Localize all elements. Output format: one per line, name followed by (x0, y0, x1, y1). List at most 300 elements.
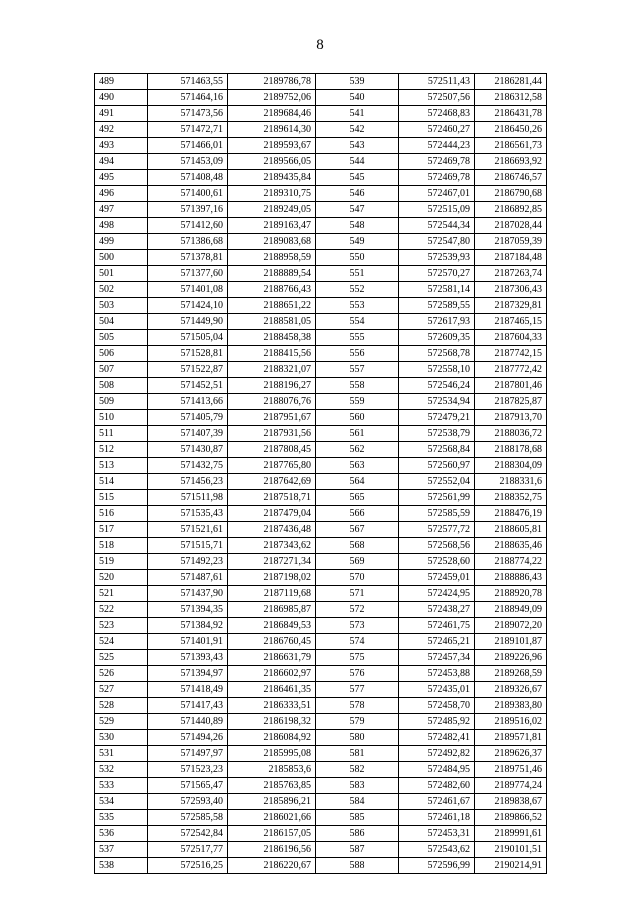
point-number-right: 584 (316, 794, 399, 810)
x-coordinate-left: 571413,66 (148, 394, 228, 410)
y-coordinate-right: 2187306,43 (475, 282, 547, 298)
table-row (95, 234, 547, 250)
table-row (95, 154, 547, 170)
y-coordinate-left: 2188415,56 (228, 346, 316, 362)
table-row (95, 490, 547, 506)
point-number-left: 516 (95, 506, 148, 522)
point-number-right: 571 (316, 586, 399, 602)
y-coordinate-right: 2186561,73 (475, 138, 547, 154)
y-coordinate-right: 2186790,68 (475, 186, 547, 202)
coordinates-table-body (95, 74, 547, 874)
x-coordinate-right: 572561,99 (399, 490, 475, 506)
x-coordinate-right: 572492,82 (399, 746, 475, 762)
y-coordinate-left: 2187198,02 (228, 570, 316, 586)
y-coordinate-right: 2189268,59 (475, 666, 547, 682)
x-coordinate-right: 572459,01 (399, 570, 475, 586)
y-coordinate-left: 2187119,68 (228, 586, 316, 602)
x-coordinate-left: 571401,08 (148, 282, 228, 298)
x-coordinate-left: 571565,47 (148, 778, 228, 794)
x-coordinate-right: 572482,41 (399, 730, 475, 746)
y-coordinate-right: 2186450,26 (475, 122, 547, 138)
y-coordinate-right: 2188774,22 (475, 554, 547, 570)
y-coordinate-left: 2187436,48 (228, 522, 316, 538)
table-row (95, 618, 547, 634)
table-row (95, 730, 547, 746)
y-coordinate-left: 2188958,59 (228, 250, 316, 266)
table-row (95, 202, 547, 218)
x-coordinate-left: 572542,84 (148, 826, 228, 842)
point-number-left: 510 (95, 410, 148, 426)
point-number-right: 582 (316, 762, 399, 778)
y-coordinate-left: 2186985,87 (228, 602, 316, 618)
point-number-left: 511 (95, 426, 148, 442)
y-coordinate-right: 2187801,46 (475, 378, 547, 394)
point-number-left: 521 (95, 586, 148, 602)
y-coordinate-right: 2187329,81 (475, 298, 547, 314)
point-number-left: 514 (95, 474, 148, 490)
y-coordinate-right: 2186431,78 (475, 106, 547, 122)
point-number-left: 500 (95, 250, 148, 266)
point-number-right: 585 (316, 810, 399, 826)
y-coordinate-right: 2189626,37 (475, 746, 547, 762)
point-number-right: 562 (316, 442, 399, 458)
table-row (95, 346, 547, 362)
table-row (95, 858, 547, 874)
point-number-left: 523 (95, 618, 148, 634)
table-row (95, 842, 547, 858)
table-row (95, 106, 547, 122)
point-number-right: 583 (316, 778, 399, 794)
y-coordinate-right: 2190214,91 (475, 858, 547, 874)
x-coordinate-left: 571394,97 (148, 666, 228, 682)
x-coordinate-right: 572589,55 (399, 298, 475, 314)
point-number-left: 533 (95, 778, 148, 794)
x-coordinate-left: 571494,26 (148, 730, 228, 746)
point-number-right: 561 (316, 426, 399, 442)
point-number-left: 522 (95, 602, 148, 618)
point-number-left: 513 (95, 458, 148, 474)
y-coordinate-right: 2187604,33 (475, 330, 547, 346)
y-coordinate-left: 2187642,69 (228, 474, 316, 490)
y-coordinate-left: 2189310,75 (228, 186, 316, 202)
x-coordinate-left: 572517,77 (148, 842, 228, 858)
table-row (95, 538, 547, 554)
point-number-right: 547 (316, 202, 399, 218)
coordinates-table (94, 73, 547, 874)
y-coordinate-left: 2189684,46 (228, 106, 316, 122)
x-coordinate-right: 572469,78 (399, 154, 475, 170)
y-coordinate-left: 2189593,67 (228, 138, 316, 154)
point-number-left: 490 (95, 90, 148, 106)
y-coordinate-left: 2189614,30 (228, 122, 316, 138)
table-row (95, 122, 547, 138)
y-coordinate-right: 2188331,6 (475, 474, 547, 490)
table-row (95, 682, 547, 698)
x-coordinate-right: 572458,70 (399, 698, 475, 714)
y-coordinate-right: 2186312,58 (475, 90, 547, 106)
y-coordinate-left: 2188889,54 (228, 266, 316, 282)
x-coordinate-right: 572461,75 (399, 618, 475, 634)
table-row (95, 794, 547, 810)
point-number-left: 518 (95, 538, 148, 554)
x-coordinate-right: 572570,27 (399, 266, 475, 282)
y-coordinate-left: 2189786,78 (228, 74, 316, 90)
point-number-right: 568 (316, 538, 399, 554)
x-coordinate-right: 572444,23 (399, 138, 475, 154)
x-coordinate-left: 571452,51 (148, 378, 228, 394)
x-coordinate-left: 572585,58 (148, 810, 228, 826)
y-coordinate-left: 2186631,79 (228, 650, 316, 666)
x-coordinate-right: 572461,18 (399, 810, 475, 826)
x-coordinate-right: 572617,93 (399, 314, 475, 330)
x-coordinate-left: 571397,16 (148, 202, 228, 218)
x-coordinate-left: 571417,43 (148, 698, 228, 714)
point-number-right: 564 (316, 474, 399, 490)
point-number-right: 543 (316, 138, 399, 154)
x-coordinate-right: 572577,72 (399, 522, 475, 538)
x-coordinate-right: 572467,01 (399, 186, 475, 202)
point-number-right: 557 (316, 362, 399, 378)
table-row (95, 714, 547, 730)
x-coordinate-left: 571418,49 (148, 682, 228, 698)
y-coordinate-right: 2187465,15 (475, 314, 547, 330)
y-coordinate-right: 2188605,81 (475, 522, 547, 538)
point-number-right: 588 (316, 858, 399, 874)
x-coordinate-left: 571473,56 (148, 106, 228, 122)
point-number-right: 579 (316, 714, 399, 730)
point-number-left: 534 (95, 794, 148, 810)
table-row (95, 442, 547, 458)
y-coordinate-right: 2187184,48 (475, 250, 547, 266)
point-number-left: 507 (95, 362, 148, 378)
x-coordinate-left: 571522,87 (148, 362, 228, 378)
table-row (95, 314, 547, 330)
y-coordinate-left: 2188076,76 (228, 394, 316, 410)
y-coordinate-right: 2187772,42 (475, 362, 547, 378)
table-row (95, 378, 547, 394)
point-number-left: 527 (95, 682, 148, 698)
point-number-left: 494 (95, 154, 148, 170)
x-coordinate-right: 572538,79 (399, 426, 475, 442)
y-coordinate-right: 2188949,09 (475, 602, 547, 618)
point-number-right: 563 (316, 458, 399, 474)
point-number-left: 506 (95, 346, 148, 362)
point-number-left: 536 (95, 826, 148, 842)
y-coordinate-left: 2187479,04 (228, 506, 316, 522)
y-coordinate-left: 2187271,34 (228, 554, 316, 570)
x-coordinate-left: 571497,97 (148, 746, 228, 762)
y-coordinate-right: 2189751,46 (475, 762, 547, 778)
y-coordinate-left: 2188766,43 (228, 282, 316, 298)
point-number-right: 549 (316, 234, 399, 250)
point-number-left: 538 (95, 858, 148, 874)
point-number-right: 546 (316, 186, 399, 202)
point-number-left: 492 (95, 122, 148, 138)
point-number-right: 574 (316, 634, 399, 650)
point-number-right: 587 (316, 842, 399, 858)
table-row (95, 554, 547, 570)
x-coordinate-right: 572453,31 (399, 826, 475, 842)
y-coordinate-right: 2187263,74 (475, 266, 547, 282)
y-coordinate-left: 2186760,45 (228, 634, 316, 650)
table-row (95, 746, 547, 762)
point-number-left: 491 (95, 106, 148, 122)
x-coordinate-left: 571400,61 (148, 186, 228, 202)
x-coordinate-right: 572484,95 (399, 762, 475, 778)
x-coordinate-right: 572438,27 (399, 602, 475, 618)
table-row (95, 634, 547, 650)
point-number-right: 576 (316, 666, 399, 682)
point-number-right: 565 (316, 490, 399, 506)
x-coordinate-left: 571407,39 (148, 426, 228, 442)
x-coordinate-right: 572546,24 (399, 378, 475, 394)
table-row (95, 458, 547, 474)
y-coordinate-left: 2186333,51 (228, 698, 316, 714)
point-number-right: 586 (316, 826, 399, 842)
y-coordinate-left: 2188321,07 (228, 362, 316, 378)
y-coordinate-right: 2188886,43 (475, 570, 547, 586)
table-row (95, 602, 547, 618)
table-row (95, 410, 547, 426)
x-coordinate-right: 572435,01 (399, 682, 475, 698)
y-coordinate-left: 2189249,05 (228, 202, 316, 218)
y-coordinate-right: 2188635,46 (475, 538, 547, 554)
table-row (95, 74, 547, 90)
y-coordinate-left: 2185995,08 (228, 746, 316, 762)
point-number-right: 548 (316, 218, 399, 234)
y-coordinate-left: 2185853,6 (228, 762, 316, 778)
point-number-left: 512 (95, 442, 148, 458)
x-coordinate-right: 572596,99 (399, 858, 475, 874)
table-row (95, 826, 547, 842)
x-coordinate-right: 572544,34 (399, 218, 475, 234)
x-coordinate-right: 572482,60 (399, 778, 475, 794)
point-number-right: 569 (316, 554, 399, 570)
y-coordinate-left: 2186198,32 (228, 714, 316, 730)
y-coordinate-left: 2189083,68 (228, 234, 316, 250)
x-coordinate-left: 572593,40 (148, 794, 228, 810)
table-row (95, 266, 547, 282)
x-coordinate-right: 572543,62 (399, 842, 475, 858)
y-coordinate-left: 2185763,85 (228, 778, 316, 794)
x-coordinate-left: 571394,35 (148, 602, 228, 618)
y-coordinate-right: 2189383,80 (475, 698, 547, 714)
point-number-left: 525 (95, 650, 148, 666)
point-number-right: 551 (316, 266, 399, 282)
point-number-left: 496 (95, 186, 148, 202)
point-number-left: 537 (95, 842, 148, 858)
x-coordinate-left: 571430,87 (148, 442, 228, 458)
y-coordinate-right: 2186892,85 (475, 202, 547, 218)
x-coordinate-right: 572515,09 (399, 202, 475, 218)
table-row (95, 778, 547, 794)
y-coordinate-left: 2189435,84 (228, 170, 316, 186)
point-number-right: 577 (316, 682, 399, 698)
x-coordinate-right: 572558,10 (399, 362, 475, 378)
point-number-left: 495 (95, 170, 148, 186)
y-coordinate-right: 2189571,81 (475, 730, 547, 746)
point-number-left: 531 (95, 746, 148, 762)
y-coordinate-right: 2187742,15 (475, 346, 547, 362)
x-coordinate-right: 572528,60 (399, 554, 475, 570)
y-coordinate-left: 2188581,05 (228, 314, 316, 330)
x-coordinate-right: 572460,27 (399, 122, 475, 138)
x-coordinate-right: 572547,80 (399, 234, 475, 250)
y-coordinate-right: 2189326,67 (475, 682, 547, 698)
x-coordinate-right: 572568,78 (399, 346, 475, 362)
y-coordinate-right: 2186281,44 (475, 74, 547, 90)
x-coordinate-right: 572461,67 (399, 794, 475, 810)
point-number-left: 509 (95, 394, 148, 410)
y-coordinate-left: 2186084,92 (228, 730, 316, 746)
x-coordinate-left: 572516,25 (148, 858, 228, 874)
x-coordinate-left: 571511,98 (148, 490, 228, 506)
x-coordinate-left: 571456,23 (148, 474, 228, 490)
point-number-left: 497 (95, 202, 148, 218)
point-number-left: 505 (95, 330, 148, 346)
y-coordinate-right: 2189991,61 (475, 826, 547, 842)
point-number-left: 508 (95, 378, 148, 394)
x-coordinate-right: 572424,95 (399, 586, 475, 602)
point-number-right: 553 (316, 298, 399, 314)
x-coordinate-right: 572534,94 (399, 394, 475, 410)
x-coordinate-right: 572485,92 (399, 714, 475, 730)
x-coordinate-left: 571437,90 (148, 586, 228, 602)
table-row (95, 810, 547, 826)
point-number-left: 498 (95, 218, 148, 234)
x-coordinate-left: 571463,55 (148, 74, 228, 90)
x-coordinate-right: 572581,14 (399, 282, 475, 298)
table-row (95, 90, 547, 106)
x-coordinate-left: 571386,68 (148, 234, 228, 250)
x-coordinate-right: 572511,43 (399, 74, 475, 90)
table-row (95, 186, 547, 202)
point-number-left: 493 (95, 138, 148, 154)
point-number-right: 572 (316, 602, 399, 618)
point-number-right: 560 (316, 410, 399, 426)
point-number-right: 581 (316, 746, 399, 762)
x-coordinate-left: 571378,81 (148, 250, 228, 266)
table-row (95, 474, 547, 490)
table-row (95, 218, 547, 234)
x-coordinate-left: 571528,81 (148, 346, 228, 362)
x-coordinate-left: 571466,01 (148, 138, 228, 154)
y-coordinate-left: 2186196,56 (228, 842, 316, 858)
y-coordinate-left: 2189566,05 (228, 154, 316, 170)
point-number-right: 573 (316, 618, 399, 634)
point-number-right: 545 (316, 170, 399, 186)
table-row (95, 298, 547, 314)
point-number-right: 541 (316, 106, 399, 122)
table-row (95, 762, 547, 778)
table-row (95, 570, 547, 586)
point-number-right: 539 (316, 74, 399, 90)
point-number-right: 544 (316, 154, 399, 170)
x-coordinate-left: 571449,90 (148, 314, 228, 330)
x-coordinate-right: 572468,83 (399, 106, 475, 122)
point-number-right: 566 (316, 506, 399, 522)
table-row (95, 698, 547, 714)
point-number-left: 524 (95, 634, 148, 650)
x-coordinate-left: 571472,71 (148, 122, 228, 138)
table-row (95, 282, 547, 298)
y-coordinate-left: 2189752,06 (228, 90, 316, 106)
y-coordinate-right: 2189072,20 (475, 618, 547, 634)
y-coordinate-right: 2189226,96 (475, 650, 547, 666)
y-coordinate-right: 2186746,57 (475, 170, 547, 186)
y-coordinate-right: 2187825,87 (475, 394, 547, 410)
x-coordinate-right: 572507,56 (399, 90, 475, 106)
y-coordinate-left: 2188458,38 (228, 330, 316, 346)
point-number-left: 529 (95, 714, 148, 730)
x-coordinate-left: 571377,60 (148, 266, 228, 282)
x-coordinate-left: 571384,92 (148, 618, 228, 634)
x-coordinate-right: 572453,88 (399, 666, 475, 682)
point-number-left: 519 (95, 554, 148, 570)
point-number-left: 528 (95, 698, 148, 714)
x-coordinate-right: 572568,84 (399, 442, 475, 458)
x-coordinate-right: 572585,59 (399, 506, 475, 522)
point-number-left: 504 (95, 314, 148, 330)
y-coordinate-left: 2186157,05 (228, 826, 316, 842)
x-coordinate-right: 572552,04 (399, 474, 475, 490)
y-coordinate-left: 2187951,67 (228, 410, 316, 426)
y-coordinate-right: 2186693,92 (475, 154, 547, 170)
x-coordinate-left: 571424,10 (148, 298, 228, 314)
point-number-left: 499 (95, 234, 148, 250)
x-coordinate-left: 571408,48 (148, 170, 228, 186)
x-coordinate-left: 571487,61 (148, 570, 228, 586)
point-number-right: 556 (316, 346, 399, 362)
point-number-right: 567 (316, 522, 399, 538)
x-coordinate-left: 571464,16 (148, 90, 228, 106)
x-coordinate-left: 571521,61 (148, 522, 228, 538)
y-coordinate-right: 2187059,39 (475, 234, 547, 250)
x-coordinate-left: 571535,43 (148, 506, 228, 522)
x-coordinate-right: 572469,78 (399, 170, 475, 186)
point-number-right: 555 (316, 330, 399, 346)
table-row (95, 666, 547, 682)
y-coordinate-right: 2187028,44 (475, 218, 547, 234)
x-coordinate-left: 571401,91 (148, 634, 228, 650)
table-row (95, 506, 547, 522)
y-coordinate-left: 2187808,45 (228, 442, 316, 458)
x-coordinate-right: 572457,34 (399, 650, 475, 666)
y-coordinate-left: 2187765,80 (228, 458, 316, 474)
table-row (95, 250, 547, 266)
table-row (95, 170, 547, 186)
x-coordinate-left: 571393,43 (148, 650, 228, 666)
point-number-left: 489 (95, 74, 148, 90)
point-number-right: 552 (316, 282, 399, 298)
y-coordinate-right: 2187913,70 (475, 410, 547, 426)
x-coordinate-right: 572560,97 (399, 458, 475, 474)
point-number-left: 535 (95, 810, 148, 826)
point-number-right: 542 (316, 122, 399, 138)
x-coordinate-right: 572539,93 (399, 250, 475, 266)
table-row (95, 650, 547, 666)
y-coordinate-left: 2187518,71 (228, 490, 316, 506)
point-number-right: 580 (316, 730, 399, 746)
x-coordinate-right: 572568,56 (399, 538, 475, 554)
y-coordinate-left: 2186849,53 (228, 618, 316, 634)
y-coordinate-left: 2189163,47 (228, 218, 316, 234)
y-coordinate-right: 2190101,51 (475, 842, 547, 858)
point-number-right: 575 (316, 650, 399, 666)
point-number-left: 520 (95, 570, 148, 586)
y-coordinate-left: 2188651,22 (228, 298, 316, 314)
x-coordinate-left: 571432,75 (148, 458, 228, 474)
